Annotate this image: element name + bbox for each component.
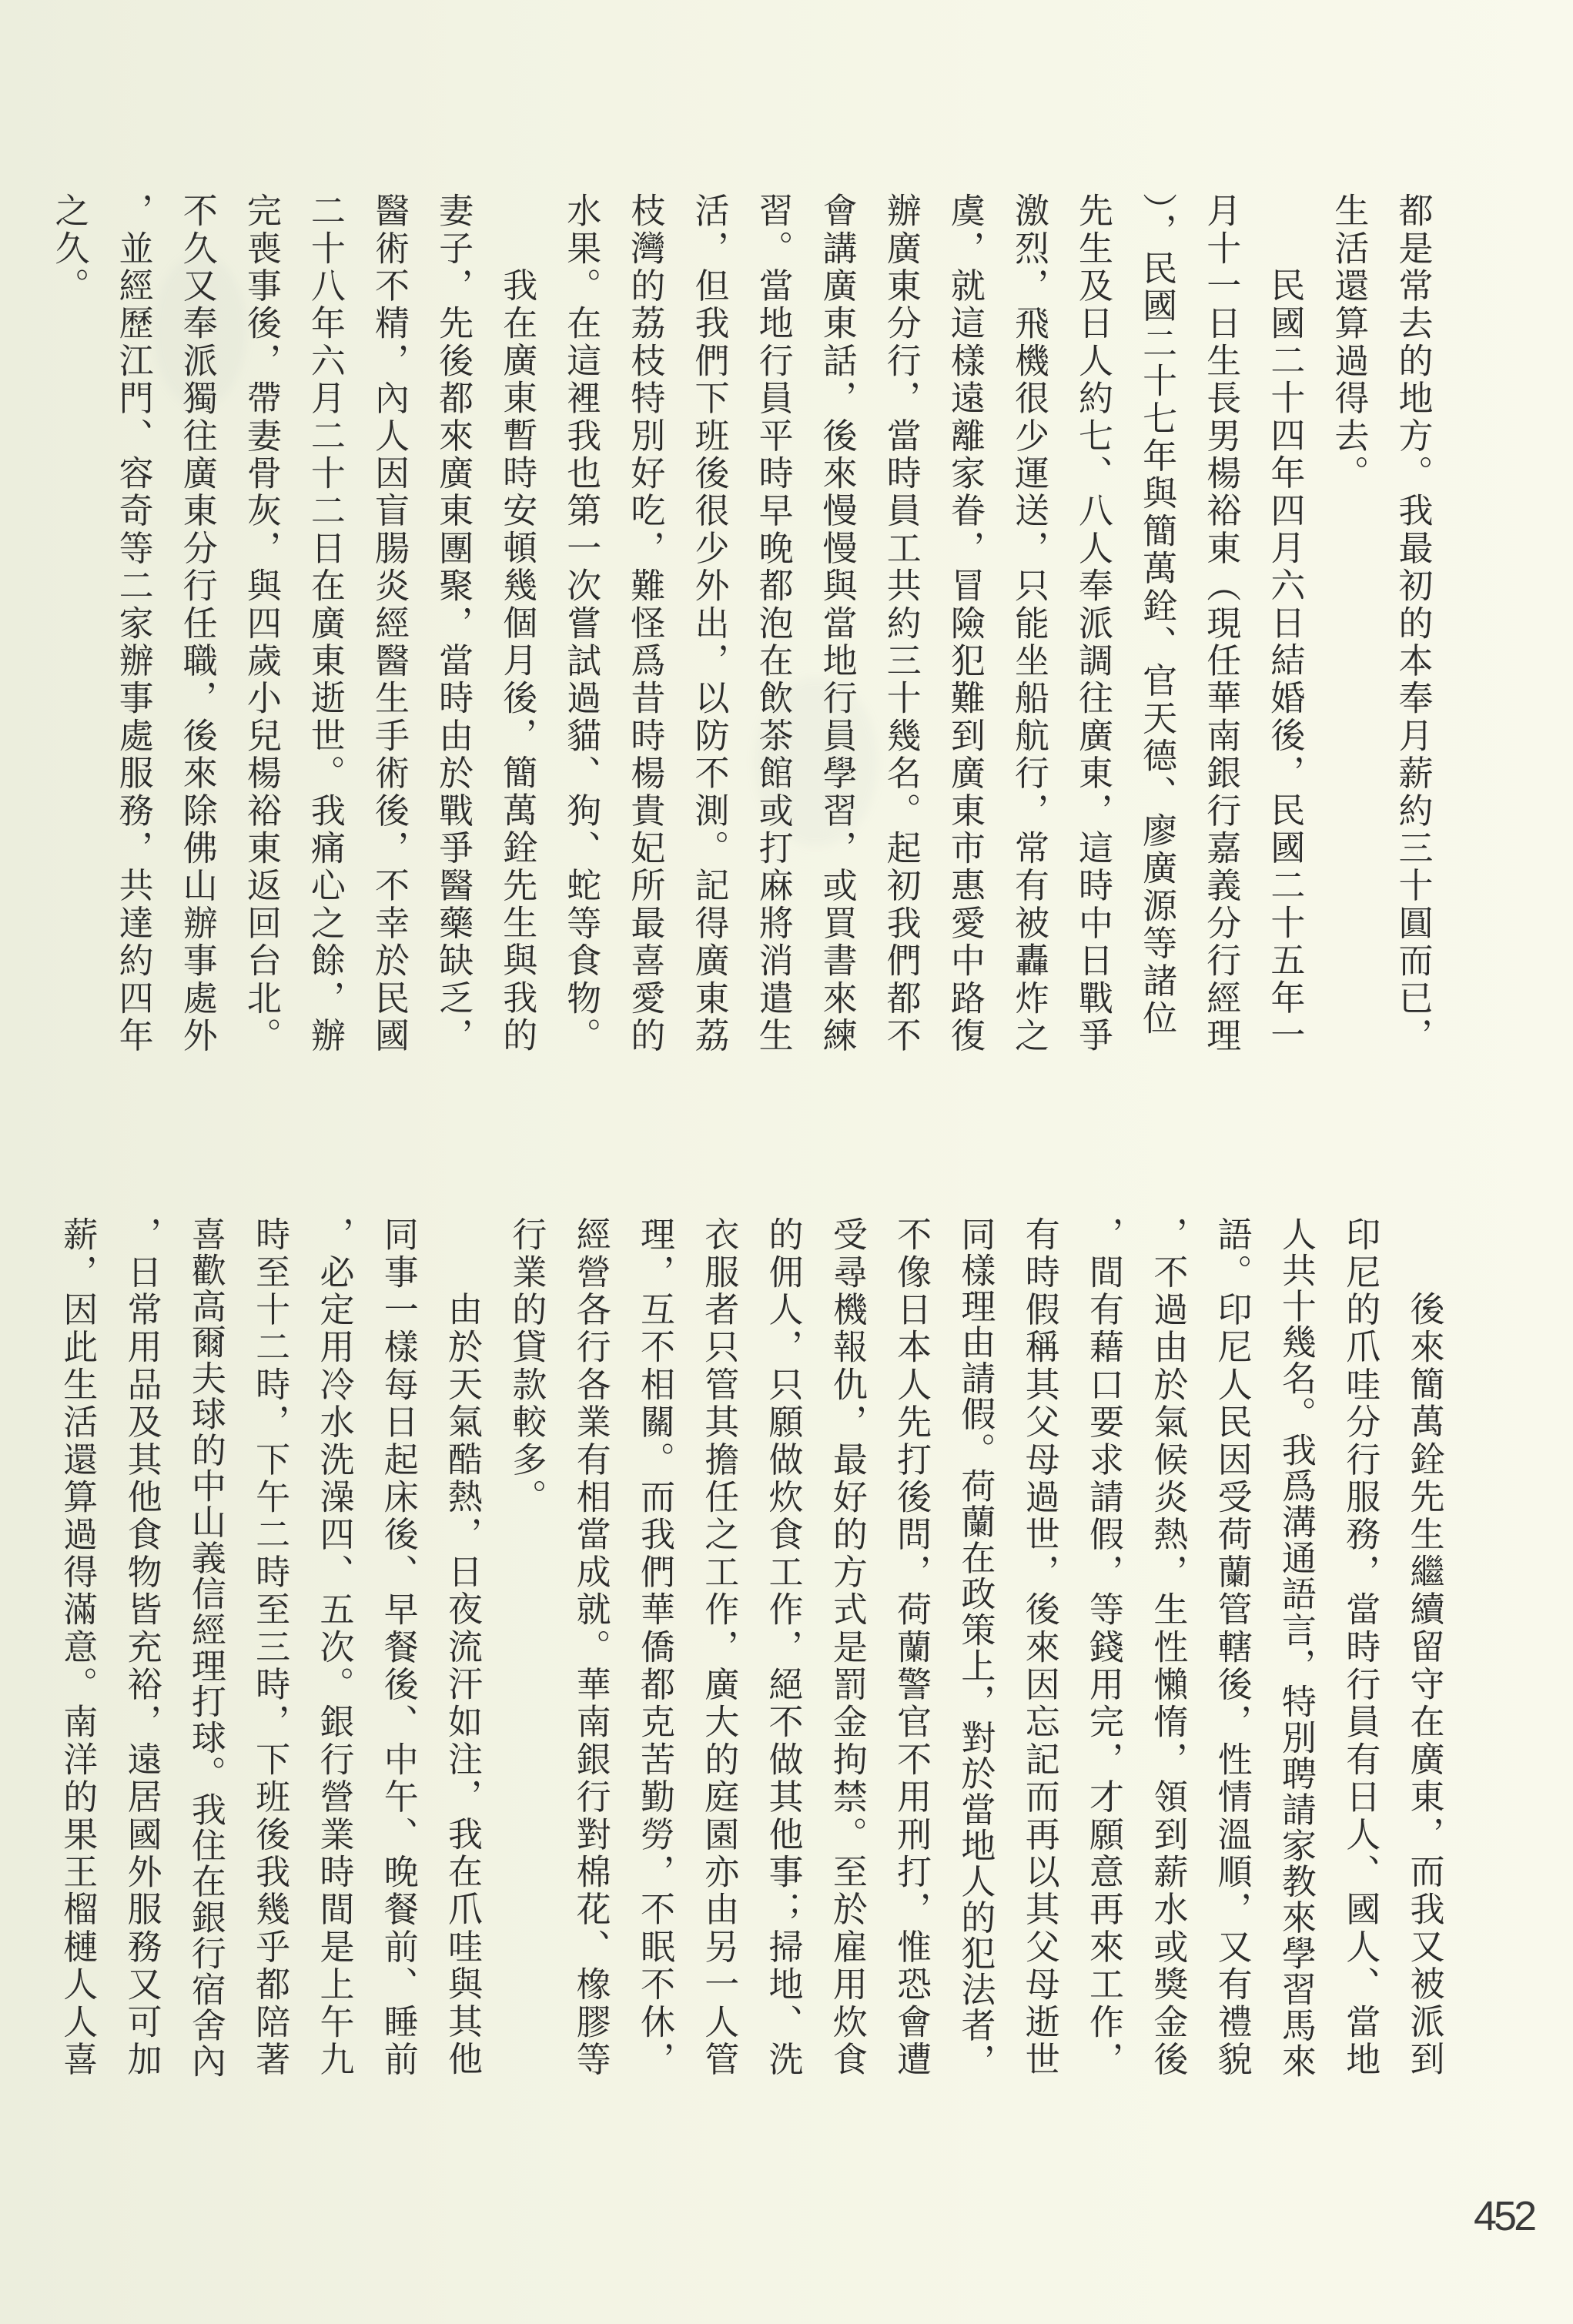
text-block-top <box>37 192 1444 1058</box>
text-column: 印尼的爪哇分行服務，當時行員有日人、國人、當地 <box>1340 1216 1381 2079</box>
text-column: 時至十二時，下午二時至三時，下班後我幾乎都陪著 <box>249 1216 291 2079</box>
text-column: 虞，就這樣遠離家眷，冒險犯難到廣東市惠愛中路復 <box>944 192 986 1055</box>
text-column: 理，互不相關。而我們華僑都克苦勤勞，不眠不休， <box>634 1216 675 2079</box>
text-block-bottom <box>45 1216 1457 2082</box>
text-column: 水果。在這裡我也第一次嘗試過貓、狗、蛇等食物。 <box>561 192 602 1055</box>
text-column: ，日常用品及其他食物皆充裕，遠居國外服務又可加 <box>121 1216 162 2079</box>
text-column: 薪，因此生活還算過得滿意。南洋的果王榴槤人人喜 <box>57 1216 99 2079</box>
text-column: 先生及日人約七、八人奉派調往廣東，這時中日戰爭 <box>1073 192 1114 1055</box>
text-column-paragraph-start: 後來簡萬銓先生繼續留守在廣東，而我又被派到 <box>1404 1291 1445 2079</box>
text-column: 同事一樣每日起床後、早餐後、中午、晚餐前、睡前 <box>377 1216 419 2079</box>
text-column: 完喪事後，帶妻骨灰，與四歲小兒楊裕東返回台北。 <box>240 192 282 1055</box>
text-column: 語。印尼人民因受荷蘭管轄後，性情溫順，又有禮貌 <box>1211 1216 1253 2079</box>
text-column: 有時假稱其父母過世，後來因忘記而再以其父母逝世 <box>1019 1216 1060 2079</box>
text-column: 的佣人，只願做炊食工作，絕不做其他事；掃地、洗 <box>762 1216 804 2079</box>
text-column: 激烈，飛機很少運送，只能坐船航行，常有被轟炸之 <box>1008 192 1049 1055</box>
text-column: 經營各行各業有相當成就。華南銀行對棉花、橡膠等 <box>570 1216 611 2079</box>
text-column: 月十一日生長男楊裕東（現任華南銀行嘉義分行經理 <box>1200 192 1242 1055</box>
text-column: 衣服者只管其擔任之工作，廣大的庭園亦由另一人管 <box>698 1216 740 2079</box>
text-column: 都是常去的地方。我最初的本奉月薪約三十圓而已， <box>1392 192 1434 1055</box>
page-number: 452 <box>1474 2193 1535 2239</box>
text-column: 不像日本人先打後問，荷蘭警官不用刑打，惟恐會遭 <box>891 1216 932 2079</box>
text-column-paragraph-start: 民國二十四年四月六日結婚後，民國二十五年一 <box>1264 267 1306 1055</box>
text-column: 枝灣的荔枝特別好吃，難怪爲昔時楊貴妃所最喜愛的 <box>624 192 666 1055</box>
text-column: 二十八年六月二十二日在廣東逝世。我痛心之餘，辦 <box>304 192 346 1055</box>
text-column: 活，但我們下班後很少外出，以防不測。記得廣東荔 <box>688 192 730 1055</box>
text-column: 妻子，先後都來廣東團聚，當時由於戰爭醫藥缺乏， <box>433 192 474 1055</box>
text-column: ，必定用冷水洗澡四、五次。銀行營業時間是上午九 <box>313 1216 355 2079</box>
text-column: 人共十幾名。我爲溝通語言，特別聘請家教來學習馬來 <box>1275 1216 1317 2079</box>
text-column: ，間有藉口要求請假，等錢用完，才願意再來工作， <box>1083 1216 1125 2079</box>
text-column: ，並經歷江門、容奇等二家辦事處服務，共達約四年 <box>112 192 154 1055</box>
text-column: 受尋機報仇，最好的方式是罰金拘禁。至於雇用炊食 <box>826 1216 868 2079</box>
text-column-paragraph-start: 由於天氣酷熱，日夜流汗如注，我在爪哇與其他 <box>442 1291 484 2079</box>
text-column: 生活還算過得去。 <box>1328 192 1370 493</box>
text-column-paragraph-start: 我在廣東暫時安頓幾個月後，簡萬銓先生與我的 <box>497 267 538 1055</box>
text-column: 習。當地行員平時早晚都泡在飲茶館或打麻將消遣生 <box>752 192 794 1055</box>
text-column: 不久又奉派獨往廣東分行任職，後來除佛山辦事處外 <box>176 192 218 1055</box>
text-column: ），民國二十七年與簡萬銓、官天德、廖廣源等諸位 <box>1136 192 1178 1038</box>
text-column: 會講廣東話，後來慢慢與當地行員學習，或買書來練 <box>816 192 858 1055</box>
text-column: 行業的貸款較多。 <box>506 1216 547 1516</box>
text-column: 醫術不精，內人因盲腸炎經醫生手術後，不幸於民國 <box>369 192 410 1055</box>
text-column: 同樣理由請假。荷蘭在政策上，對於當地人的犯法者， <box>955 1216 996 2079</box>
text-column: 之久。 <box>49 192 90 306</box>
text-column: 喜歡高爾夫球的中山義信經理打球。我住在銀行宿舍內 <box>185 1216 226 2079</box>
text-column: ，不過由於氣候炎熱，生性懶惰，領到薪水或獎金後 <box>1147 1216 1189 2079</box>
text-column: 辦廣東分行，當時員工共約三十幾名。起初我們都不 <box>880 192 922 1055</box>
